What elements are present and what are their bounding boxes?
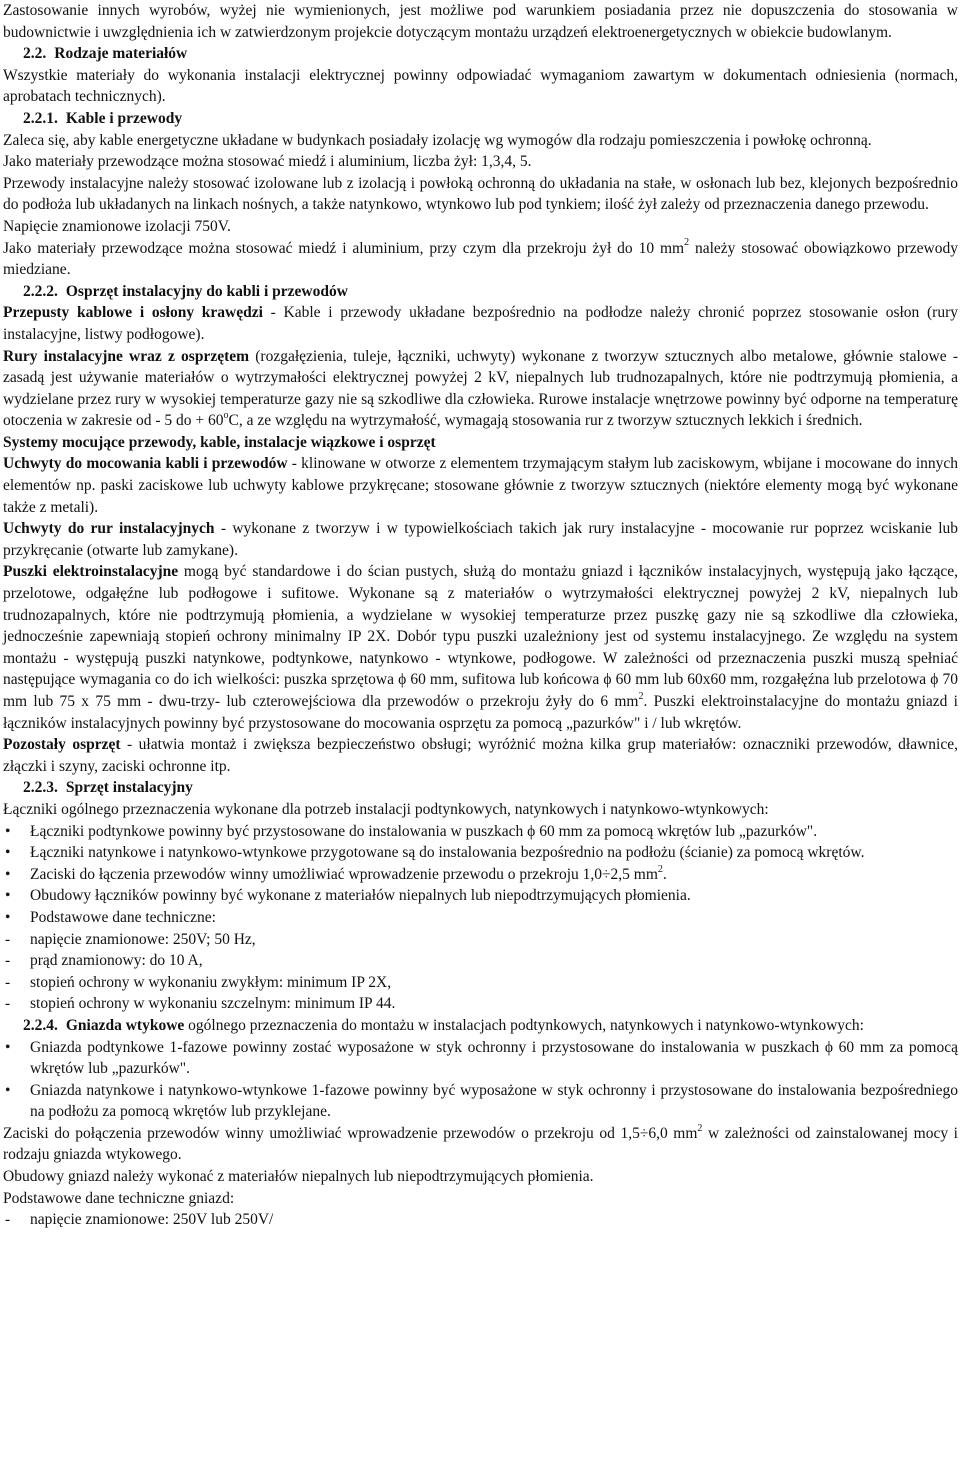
text-run: Zaciski do łączenia przewodów winny umożliwiać wprowadzenie przewodu o przekroju 1,0÷2,5 mm xyxy=(30,865,658,883)
text-run: ogólnego przeznaczenia do montażu w instalacjach podtynkowych, natynkowych i natynkowo-wtynkowych: xyxy=(184,1016,864,1034)
list-item xyxy=(3,864,958,886)
text-run: - klinowane w otworze z elementem trzymającym stałym lub zaciskowym, wbijane i mocowane do innych elementów np. paski zaciskowe lub uchwyty kablowe przykręcane; stosowane głównie z tworzyw sztucznych (niektóre elementy mogą być wykonane także z metali). xyxy=(3,455,958,516)
bold-term: Uchwyty do rur instalacyjnych xyxy=(3,520,215,538)
text-run: Zaciski do połączenia przewodów winny umożliwiać wprowadzenie przewodów o przekroju od 1,5÷6,0 mm xyxy=(3,1124,698,1142)
dash-item: - stopień ochrony w wykonaniu zwykłym: minimum IP 2X, xyxy=(3,972,958,994)
paragraph xyxy=(3,561,958,734)
superscript: 2 xyxy=(684,237,690,249)
section-number: 2.2.1. xyxy=(23,109,58,127)
paragraph: Obudowy gniazd należy wykonać z materiałów niepalnych lub niepodtrzymujących płomienia. xyxy=(3,1168,594,1186)
bold-term: Uchwyty do mocowania kabli i przewodów xyxy=(3,455,288,473)
paragraph: Podstawowe dane techniczne gniazd: xyxy=(3,1189,235,1207)
paragraph: Łączniki ogólnego przeznaczenia wykonane dla potrzeb instalacji podtynkowych, natynkowych i natynkowo-wtynkowych: xyxy=(3,800,769,818)
paragraph: Zaleca się, aby kable energetyczne układane w budynkach posiadały izolację wg wymogów dla rodzaju pomieszczenia i powłokę ochronną. xyxy=(3,131,872,149)
dash-item: - stopień ochrony w wykonaniu szczelnym: minimum IP 44. xyxy=(3,993,958,1015)
section-title: Kable i przewody xyxy=(65,109,183,127)
paragraph xyxy=(3,238,958,281)
dash-item: - napięcie znamionowe: 250V; 50 Hz, xyxy=(3,929,958,951)
paragraph xyxy=(3,1123,958,1166)
section-title: Gniazda wtykowe xyxy=(65,1016,185,1034)
text-run: Jako materiały przewodzące można stosować miedź i aluminium, przy czym dla przekroju żył do 10 mm xyxy=(3,239,685,257)
section-heading-2-2-2 xyxy=(3,281,958,303)
section-heading-2-2-3 xyxy=(3,777,958,799)
text-run: w zależności od zainstalowanej mocy i rodzaju gniazda wtykowego. xyxy=(3,1124,958,1164)
list-item: • Łączniki natynkowe i natynkowo-wtynkowe przygotowane są do instalowania bezpośrednio na podłożu (ścianie) za pomocą wkrętów. xyxy=(3,842,958,864)
text-run: . xyxy=(662,865,667,883)
text-run: - wykonane z tworzyw i w typowielkościach takich jak rury instalacyjne - mocowanie rur poprzez wciskanie lub przykręcanie (otwarte lub zamykane). xyxy=(3,520,959,559)
text-run: (rozgałęzienia, tuleje, łączniki, uchwyty) wykonane z tworzyw sztucznych albo metalowe, głównie stalowe - zasadą jest używanie materiałów o wytrzymałości elektrycznej powyżej 2 kV, niepalnych lub trudnozapalnych, które nie podtrzymują płomienia, a wydzielane przez rury w wysokiej temperaturze gazy nie są szkodliwe dla człowieka. Rurowe instalacje wnętrzowe powinny być odporne na temperaturę otoczenia w zakresie od - 5 do + 60 xyxy=(3,347,958,430)
intro-paragraph: Zastosowanie innych wyrobów, wyżej nie wymienionych, jest możliwe pod warunkiem posiadania przez nie dopuszczenia do stosowania w budownictwie i uwzględnienia ich w zatwierdzonym projekcie dotyczącym montażu urządzeń elektroenergetycznych w obiekcie budowlanym. xyxy=(3,2,958,41)
list-item: • Obudowy łączników powinny być wykonane z materiałów niepalnych lub niepodtrzymujących płomienia. xyxy=(3,885,958,907)
paragraph: Przewody instalacyjne należy stosować izolowane lub z izolacją i powłoką ochronną do układania na stałe, w osłonach lub bez, klejonych bezpośrednio do podłoża lub układanych na linkach nośnych, a także natynkowo, wtynkowo lub pod tynkiem; ilość żył zależy od przeznaczenia danego przewodu. xyxy=(3,174,958,214)
text-run: . Puszki elektroinstalacyjne do montażu gniazd i łączników instalacyjnych powinny być przystosowane do mocowania osprzętu za pomocą „pazurków" i / lub wkrętów. xyxy=(3,693,958,732)
bold-term: Rury instalacyjne wraz z osprzętem xyxy=(3,347,250,365)
paragraph xyxy=(3,518,958,561)
text-run: C, a ze względu na wytrzymałość, wymagają stosowania rur z tworzyw sztucznych lekkich i średnich. xyxy=(228,412,863,430)
superscript: 2 xyxy=(657,863,663,875)
bold-term: Pozostały osprzęt xyxy=(3,736,121,754)
section-number: 2.2.4. xyxy=(23,1016,58,1034)
list-item: • Łączniki podtynkowe powinny być przystosowane do instalowania w puszkach ϕ 60 mm za pomocą wkrętów lub „pazurków". xyxy=(3,821,958,843)
section-title: Rodzaje materiałów xyxy=(54,45,188,63)
paragraph xyxy=(3,453,958,518)
section-title: Osprzęt instalacyjny do kabli i przewodów xyxy=(65,282,348,300)
paragraph xyxy=(3,346,958,432)
bold-term: Puszki elektroinstalacyjne xyxy=(3,563,179,581)
paragraph xyxy=(3,302,958,345)
bold-term: Przepusty kablowe i osłony krawędzi xyxy=(3,304,263,322)
text-run: należy stosować obowiązkowo przewody miedziane. xyxy=(3,239,958,279)
text-run: - Kable i przewody układane bezpośrednio na podłodze należy chronić poprzez stosowanie osłon (rury instalacyjne, listwy podłogowe). xyxy=(3,304,958,343)
text-run: mogą być standardowe i do ścian pustych, służą do montażu gniazd i łączników instalacyjnych, występują jako łączące, przelotowe, odgałęźne lub podłogowe i sufitowe. Wykonane są z materiałów o wytrzymałości elektrycznej powyżej 2 kV, niepalnych lub trudnozapalnych, które nie podtrzymują płomienia, a wydzielane w wysokiej temperaturze przez puszkę gazy nie są szkodliwe dla człowieka, jednocześnie zapewniają stopień ochrony minimalny IP 2X. Dobór typu puszki uzależniony jest od systemu instalacyjnego. Ze względu na system montażu - występują puszki natynkowe, podtynkowe, natynkowo - wtynkowe, podłogowe. W zależności od przeznaczenia puszki muszą spełniać następujące wymagania co do ich wielkości: puszka sprzętowa ϕ 60 mm, sufitowa lub końcowa ϕ 60 mm lub 60x60 mm, rozgałęźna lub przelotowa ϕ 70 mm lub 75 x 75 mm - dwu-trzy- lub czterowejściowa dla przewodów o przekroju żyły do 6 mm xyxy=(3,563,958,710)
superscript: 2 xyxy=(697,1122,703,1134)
list-item: • Podstawowe dane techniczne: xyxy=(3,907,958,929)
subheading: Systemy mocujące przewody, kable, instalacje wiązkowe i osprzęt xyxy=(3,433,436,451)
superscript: o xyxy=(223,410,229,422)
paragraph xyxy=(3,734,958,777)
section-number: 2.2.3. xyxy=(23,779,58,797)
section-heading-2-2 xyxy=(3,43,958,65)
section-heading-2-2-1 xyxy=(3,108,958,130)
superscript: 2 xyxy=(638,690,644,702)
section-title: Sprzęt instalacyjny xyxy=(65,779,193,797)
paragraph: Jako materiały przewodzące można stosować miedź i aluminium, liczba żył: 1,3,4, 5. xyxy=(3,153,532,171)
section-number: 2.2. xyxy=(23,45,47,63)
list-item: • Gniazda natynkowe i natynkowo-wtynkowe 1-fazowe powinny być wyposażone w styk ochronny i przystosowane do instalowania bezpośredniego na podłożu za pomocą wkrętów lub przyklejane. xyxy=(3,1080,958,1123)
paragraph: Wszystkie materiały do wykonania instalacji elektrycznej powinny odpowiadać wymaganiom zawartym w dokumentach odniesienia (normach, aprobatach technicznych). xyxy=(3,66,958,106)
section-heading-2-2-4 xyxy=(3,1015,958,1037)
paragraph: Napięcie znamionowe izolacji 750V. xyxy=(3,217,231,235)
list-item: • Gniazda podtynkowe 1-fazowe powinny zostać wyposażone w styk ochronny i przystosowane do instalowania w puszkach ϕ 60 mm za pomocą wkrętów lub „pazurków". xyxy=(3,1037,958,1080)
dash-item: - napięcie znamionowe: 250V lub 250V/ xyxy=(3,1209,958,1231)
section-number: 2.2.2. xyxy=(23,282,58,300)
text-run: - ułatwia montaż i zwiększa bezpieczeństwo obsługi; wyróżnić można kilka grup materiałów: oznaczniki przewodów, dławnice, złączki i szyny, zaciski ochronne itp. xyxy=(3,736,958,775)
dash-item: - prąd znamionowy: do 10 A, xyxy=(3,950,958,972)
